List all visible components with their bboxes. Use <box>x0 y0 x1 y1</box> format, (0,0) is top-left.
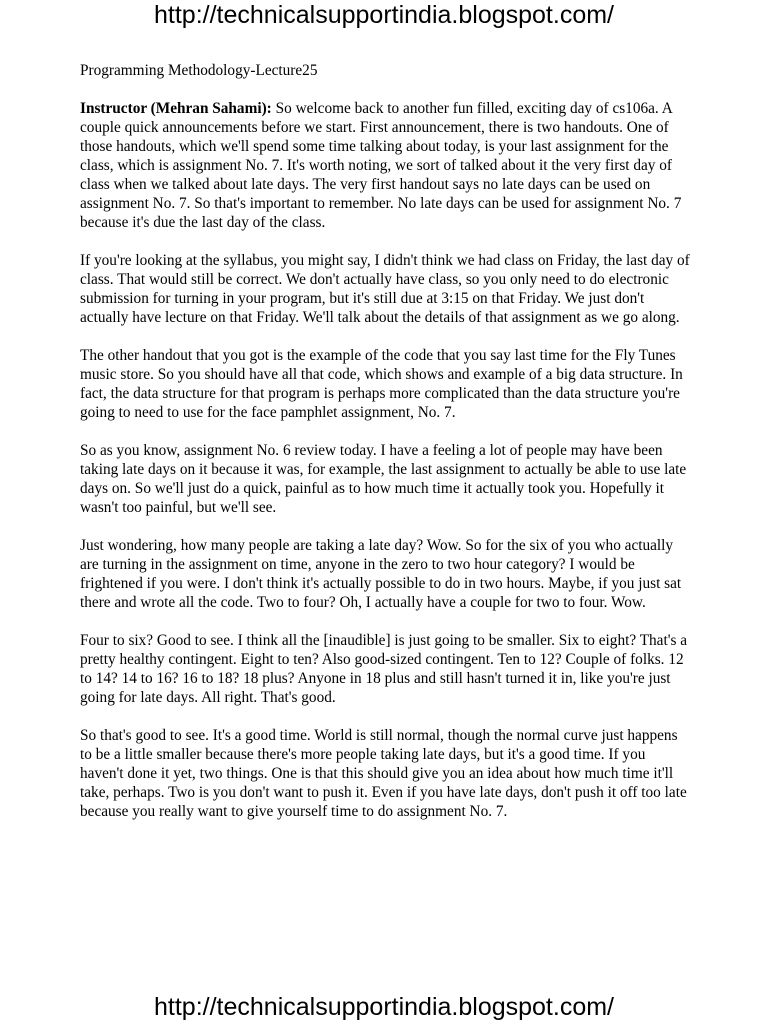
paragraph: The other handout that you got is the example of the code that you say last time for the Fly Tunes music store. So you should have all that code, which shows and example of a big data structure. In fact, the data structure for that program is perhaps more complicated than the data structure you're going to need to use for the face pamphlet assignment, No. 7. <box>80 347 683 421</box>
paragraph: So as you know, assignment No. 6 review today. I have a feeling a lot of people may have been taking late days on it because it was, for example, the last assignment to actually be able to use late days on. So we'll just do a quick, painful as to how much time it actually took you. Hopefully it wasn't too painful, but we'll see. <box>80 442 687 516</box>
document-title: Programming Methodology-Lecture25 <box>80 62 318 79</box>
paragraph <box>80 99 692 232</box>
paragraph: If you're looking at the syllabus, you might say, I didn't think we had class on Friday, the last day of class. That would still be correct. We don't actually have class, so you only need to do electronic submission for turning in your program, but it's still due at 3:15 on that Friday. We just don't actually have lecture on that Friday. We'll talk about the details of that assignment as we go along. <box>80 252 690 326</box>
paragraph-text: So welcome back to another fun filled, exciting day of cs106a. A couple quick announcements before we start. First announcement, there is two handouts. One of those handouts, which we'll spend some time talking about today, is your last assignment for the class, which is assignment No. 7. It's worth noting, we sort of talked about it the very first day of class when we talked about late days. The very first handout says no late days can be used on assignment No. 7. So that's important to remember. No late days can be used for assignment No. 7 because it's due the last day of the class. <box>80 100 682 231</box>
paragraph: Just wondering, how many people are taking a late day? Wow. So for the six of you who actually are turning in the assignment on time, anyone in the zero to two hour category? I would be frightened if you were. I don't think it's actually possible to do in two hours. Maybe, if you just sat there and wrote all the code. Two to four? Oh, I actually have a couple for two to four. Wow. <box>80 537 682 611</box>
speaker-label: Instructor (Mehran Sahami): <box>80 100 272 117</box>
header-url: http://technicalsupportindia.blogspot.com/ <box>154 1 614 29</box>
document-body <box>80 61 692 840</box>
footer-url: http://technicalsupportindia.blogspot.com/ <box>154 993 614 1021</box>
paragraph: So that's good to see. It's a good time. World is still normal, though the normal curve just happens to be a little smaller because there's more people taking late days, but it's a good time. If you haven't done it yet, two things. One is that this should give you an idea about how much time it'll take, perhaps. Two is you don't want to push it. Even if you have late days, don't push it off too late because you really want to give yourself time to do assignment No. 7. <box>80 727 687 820</box>
paragraph: Four to six? Good to see. I think all the [inaudible] is just going to be smaller. Six to eight? That's a pretty healthy contingent. Eight to ten? Also good-sized contingent. Ten to 12? Couple of folks. 12 to 14? 14 to 16? 16 to 18? 18 plus? Anyone in 18 plus and still hasn't turned it in, like you're just going for late days. All right. That's good. <box>80 632 688 706</box>
